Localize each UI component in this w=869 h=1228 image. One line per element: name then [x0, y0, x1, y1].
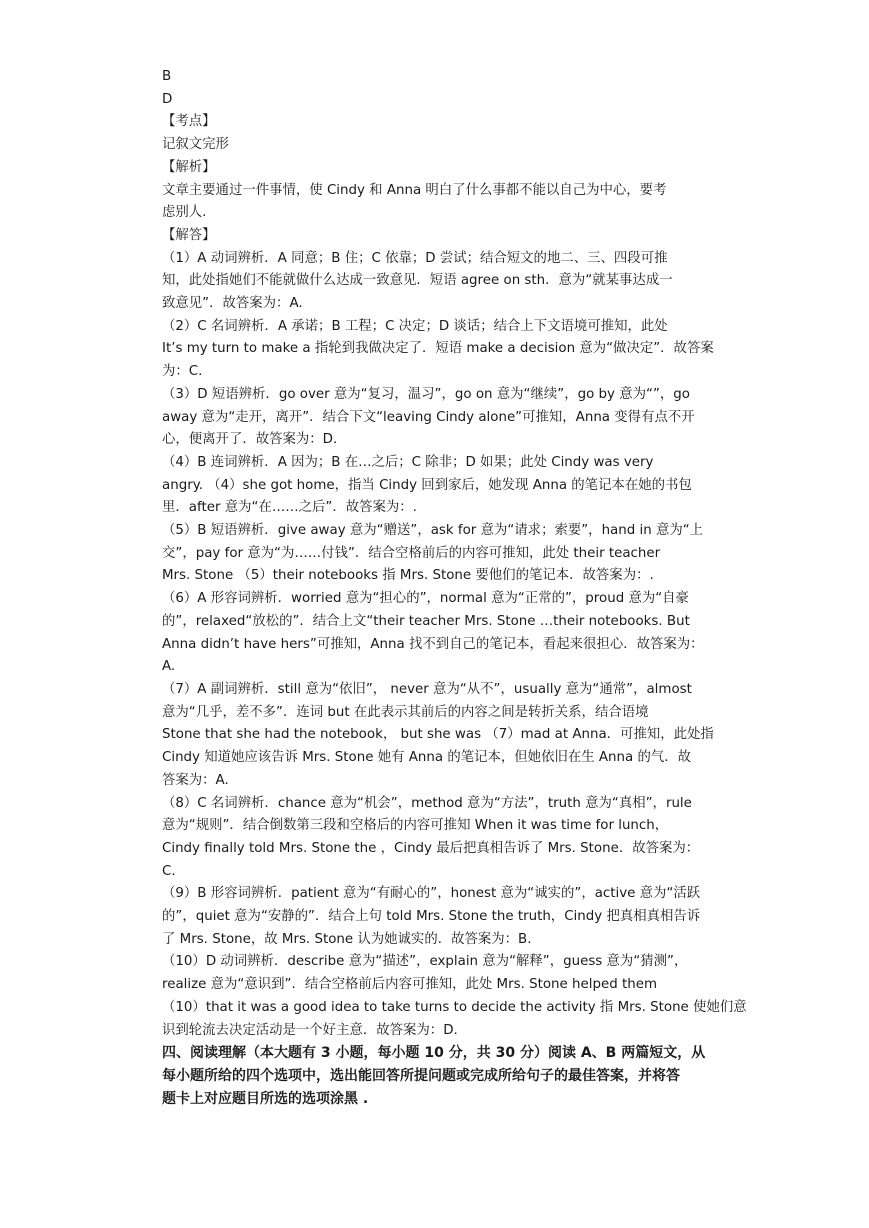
text-line: 交”，pay for 意为“为……付钱”．结合空格前后的内容可推知，此处 their teacher [162, 545, 661, 561]
text-line: 【考点】 [162, 114, 216, 130]
text-line: Mrs. Stone （5）their notebooks 指 Mrs. Stone 要他们的笔记本．故答案为：. [162, 568, 654, 584]
text-line: B [162, 69, 172, 84]
text-line: A. [162, 659, 176, 675]
text-line: Cindy 知道她应该告诉 Mrs. Stone 她有 Anna 的笔记本，但她依旧在生 Anna 的气．故 [162, 750, 692, 766]
answer-explanation-text [162, 66, 747, 1110]
text-line: 意为“规则”．结合倒数第三段和空格后的内容可推知 When it was time for lunch， [162, 818, 669, 834]
text-line: Anna didn’t have hers”可推知，Anna 找不到自己的笔记本，看起来很担心．故答案为： [162, 636, 704, 652]
text-line: 【解答】 [162, 227, 216, 243]
text-line: （2）C 名词辨析．A 承诺；B 工程；C 决定；D 谈话；结合上下文语境可推知，此处 [162, 318, 668, 334]
text-line: 【解析】 [162, 159, 216, 175]
text-line: 知，此处指她们不能就做什么达成一致意见．短语 agree on sth．意为“就某事达成一 [162, 273, 673, 289]
text-line: 的”，relaxed“放松的”．结合上文“their teacher Mrs. Stone …their notebooks. But [162, 613, 690, 629]
text-line: 里．after 意为“在……之后”．故答案为：. [162, 500, 417, 516]
section-heading-line: 每小题所给的四个选项中，选出能回答所提问题或完成所给句子的最佳答案，并将答 [162, 1067, 680, 1084]
text-line: realize 意为“意识到”．结合空格前后内容可推知，此处 Mrs. Stone helped them [162, 977, 657, 993]
text-line: 文章主要通过一件事情，使 Cindy 和 Anna 明白了什么事都不能以自己为中心，要考 [162, 182, 667, 198]
text-line: 识到轮流去决定活动是一个好主意．故答案为：D. [162, 1022, 458, 1038]
text-line: （3）D 短语辨析．go over 意为“复习，温习”，go on 意为“继续”，go by 意为“”，go [162, 386, 690, 402]
text-line: 为：C. [162, 364, 203, 380]
text-line: （7）A 副词辨析．still 意为“依旧”， never 意为“从不”，usually 意为“通常”，almost [162, 681, 692, 697]
text-line: 意为“几乎，差不多”．连词 but 在此表示其前后的内容之间是转折关系，结合语境 [162, 704, 649, 720]
text-line: 的”，quiet 意为“安静的”．结合上句 told Mrs. Stone the truth，Cindy 把真相真相告诉 [162, 909, 701, 925]
text-line: 心，便离开了．故答案为：D. [162, 432, 338, 448]
text-line: away 意为“走开，离开”．结合下文“leaving Cindy alone”可推知，Anna 变得有点不开 [162, 409, 695, 425]
text-line: 致意见”．故答案为：A. [162, 296, 303, 312]
text-line: 了 Mrs. Stone，故 Mrs. Stone 认为她诚实的．故答案为：B. [162, 931, 532, 947]
text-line: 答案为：A. [162, 772, 229, 788]
text-line: （8）C 名词辨析．chance 意为“机会”，method 意为“方法”，truth 意为“真相”，rule [162, 795, 692, 811]
text-line: （10）that it was a good idea to take turns to decide the activity 指 Mrs. Stone 使她们意 [162, 999, 747, 1015]
text-line: （5）B 短语辨析．give away 意为“赠送”，ask for 意为“请求；索要”，hand in 意为“上 [162, 523, 704, 539]
text-line: It’s my turn to make a 指轮到我做决定了．短语 make a decision 意为“做决定”．故答案 [162, 341, 714, 357]
text-line: angry. （4）she got home，指当 Cindy 回到家后，她发现 Anna 的笔记本在她的书包 [162, 477, 692, 493]
text-line: Stone that she had the notebook， but she was （7）mad at Anna．可推知，此处指 [162, 727, 714, 743]
text-line: （6）A 形容词辨析．worried 意为“担心的”，normal 意为“正常的”，proud 意为“自豪 [162, 591, 689, 607]
text-line: （9）B 形容词辨析．patient 意为“有耐心的”，honest 意为“诚实的”，active 意为“活跃 [162, 886, 701, 902]
text-line: C. [162, 863, 176, 879]
text-line: Cindy finally told Mrs. Stone the ，Cindy 最后把真相告诉了 Mrs. Stone．故答案为： [162, 840, 700, 856]
text-line: D [162, 91, 173, 107]
text-line: （1）A 动词辨析．A 同意；B 住；C 依靠；D 尝试；结合短文的地二、三、四段可推 [162, 250, 668, 266]
section-heading-line: 四、阅读理解（本大题有 3 小题，每小题 10 分，共 30 分）阅读 A、B 两篇短文，从 [162, 1045, 706, 1062]
section-heading-line: 题卡上对应题目所选的选项涂黑 . [162, 1090, 369, 1107]
text-line: 虑别人. [162, 205, 207, 221]
text-line: （10）D 动词辨析．describe 意为“描述”，explain 意为“解释”，guess 意为“猜测”， [162, 954, 688, 970]
text-line: （4）B 连词辨析．A 因为；B 在…之后；C 除非；D 如果；此处 Cindy was very [162, 454, 654, 470]
text-line: 记叙文完形 [162, 137, 229, 153]
